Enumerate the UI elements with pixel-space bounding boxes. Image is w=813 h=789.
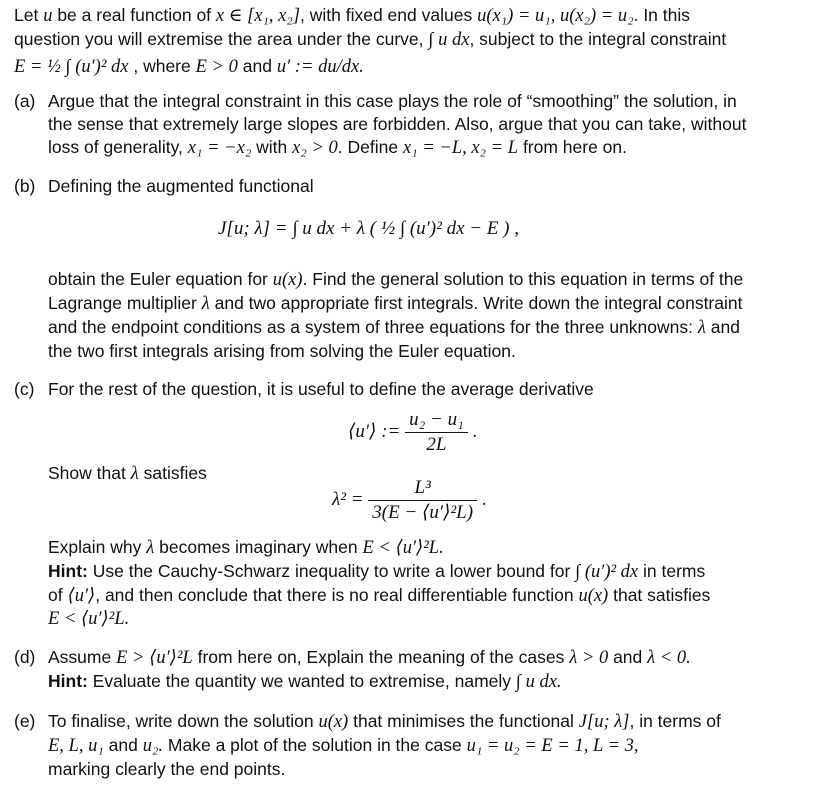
text: of xyxy=(48,585,63,605)
part-e-line-2 xyxy=(48,734,800,757)
math-avg: ⟨u′⟩ xyxy=(67,586,96,606)
text: Show that xyxy=(48,463,126,483)
text: that minimises the functional xyxy=(353,711,574,731)
math-area-integral: ∫ u dx xyxy=(428,30,470,50)
text: in terms xyxy=(643,561,706,581)
math-case-positive: λ > 0 xyxy=(569,648,609,668)
part-c-line-1: For the rest of the question, it is useful to define the average derivative xyxy=(48,379,594,399)
text: and xyxy=(710,317,740,337)
part-a-line-2: the sense that extremely large slopes are forbidden. Also, argue that you can take, without xyxy=(48,114,747,134)
text: from here on, Explain the meaning of the cases xyxy=(197,647,565,667)
text: becomes imaginary when xyxy=(159,537,358,557)
text: , subject to the integral constraint xyxy=(469,29,727,49)
text: and the endpoint conditions as a system of three equations for the three unknowns: xyxy=(48,317,693,337)
math-ux: u(x) xyxy=(318,712,349,732)
part-c-hint-line-1 xyxy=(48,560,800,583)
math-functional: J[u; λ] xyxy=(578,712,630,732)
math-area-integral: ∫ u dx. xyxy=(515,672,562,692)
part-c-line-3 xyxy=(48,536,800,559)
math: x₁ = −L, x₂ = L xyxy=(402,138,519,158)
math-uprime-def: u′ := du/dx. xyxy=(276,57,364,77)
text: with xyxy=(256,137,288,157)
math: x₂ > 0 xyxy=(292,138,338,158)
part-c-hint-line-2 xyxy=(48,584,800,607)
text: and two appropriate first integrals. Write down the integral constraint xyxy=(214,293,743,313)
text: Evaluate the quantity we wanted to extremise, namely xyxy=(92,671,512,691)
text: and xyxy=(613,647,643,667)
math-lambda: λ xyxy=(130,464,139,484)
math-case-negative: λ < 0. xyxy=(647,648,691,668)
part-b-line-5: the two first integrals arising from solving the Euler equation. xyxy=(48,341,516,361)
math-lambda: λ xyxy=(201,294,210,314)
math-ux: u(x) xyxy=(272,270,303,290)
text: loss of generality, xyxy=(48,137,183,157)
math-domain: x ∈ [x₁, x₂] xyxy=(215,6,301,26)
avg-lhs: ⟨u′⟩ := xyxy=(348,420,401,442)
text: from here on. xyxy=(522,137,628,157)
part-a-label: (a) xyxy=(14,91,36,111)
math-integral: ∫ (u′)² dx xyxy=(575,562,639,582)
math-lambda: λ xyxy=(146,538,155,558)
text: satisfies xyxy=(143,463,207,483)
lambda-numerator: L³ xyxy=(368,476,477,501)
text: . Define xyxy=(337,137,399,157)
part-d-hint-line xyxy=(48,670,800,693)
text: Lagrange multiplier xyxy=(48,293,197,313)
lambda-lhs: λ² = xyxy=(332,488,364,510)
part-a-line-1: Argue that the integral constraint in this case plays the role of “smoothing” the solution, in xyxy=(48,91,737,111)
part-c-hint-line-3 xyxy=(48,607,800,630)
text: and xyxy=(242,56,272,76)
avg-fraction xyxy=(405,408,468,457)
part-e-line-3: marking clearly the end points. xyxy=(48,759,286,779)
text: Use the Cauchy-Schwarz inequality to write a lower bound for xyxy=(92,561,571,581)
text: , with fixed end values xyxy=(300,5,473,25)
avg-denominator: 2L xyxy=(426,434,447,455)
avg-numerator: u₂ − u₁ xyxy=(405,408,468,433)
augmented-functional-equation: J[u; λ] = ∫ u dx + λ ( ½ ∫ (u′)² dx − E ) , xyxy=(218,218,520,239)
math-case-values: u₁ = u₂ = E = 1, L = 3, xyxy=(466,736,639,756)
text: , and then conclude that there is no real differentiable function xyxy=(95,585,574,605)
text: Explain why xyxy=(48,537,142,557)
text: , in terms of xyxy=(629,711,721,731)
text: that satisfies xyxy=(613,585,711,605)
math-constraint: E = ½ ∫ (u′)² dx xyxy=(14,57,129,77)
text: , where xyxy=(133,56,191,76)
math-end-values: u(x₁) = u₁, u(x₂) = u₂ xyxy=(477,6,634,26)
part-d-label: (d) xyxy=(14,647,36,667)
part-b-line-1: Defining the augmented functional xyxy=(48,176,314,196)
text: obtain the Euler equation for xyxy=(48,269,268,289)
lambda-denominator: 3(E − ⟨u′⟩²L) xyxy=(372,502,474,523)
part-c-label: (c) xyxy=(14,379,35,399)
hint-label: Hint: xyxy=(48,671,88,691)
math-condition: E > ⟨u′⟩²L xyxy=(116,648,193,668)
part-e-label: (e) xyxy=(14,711,36,731)
math-u: u xyxy=(43,6,53,26)
math-u2: u₂. xyxy=(142,736,164,756)
average-derivative-equation: ⟨u′⟩ := $\frac{\text{u₂ − u₁}}{2L}$ . xyxy=(348,409,478,455)
math-lambda: λ xyxy=(697,318,706,338)
part-b-line-2 xyxy=(48,268,800,291)
text: Assume xyxy=(48,647,112,667)
text: Make a plot of the solution in the case xyxy=(167,735,462,755)
part-a-line-3 xyxy=(48,136,800,159)
intro-line-3 xyxy=(14,55,800,78)
text: Let xyxy=(14,5,39,25)
text: . Find the general solution to this equation in terms of the xyxy=(302,269,744,289)
math-condition: E < ⟨u′⟩²L. xyxy=(48,609,130,629)
lambda-fraction xyxy=(368,476,477,525)
math-ux: u(x) xyxy=(578,586,609,606)
lambda-squared-equation: λ² = $\frac{\text{L³}}{\text{3(E − ⟨u′⟩²L)}}$ . xyxy=(332,477,487,523)
intro-line-1 xyxy=(14,4,800,27)
part-b-line-3 xyxy=(48,292,800,315)
part-e-line-1 xyxy=(48,710,800,733)
text: . In this xyxy=(633,5,691,25)
math-params: E, L, u₁ xyxy=(48,736,104,756)
part-b-line-4 xyxy=(48,316,800,339)
math-e-condition: E > 0 xyxy=(195,57,238,77)
math-condition: E < ⟨u′⟩²L. xyxy=(362,538,444,558)
hint-label: Hint: xyxy=(48,561,88,581)
text: question you will extremise the area under the curve, xyxy=(14,29,424,49)
text: be a real function of xyxy=(57,5,212,25)
part-b-label: (b) xyxy=(14,176,36,196)
text: To finalise, write down the solution xyxy=(48,711,314,731)
part-d-line-1 xyxy=(48,646,800,669)
math: x₁ = −x₂ xyxy=(187,138,252,158)
text: and xyxy=(108,735,138,755)
intro-line-2 xyxy=(14,28,800,51)
